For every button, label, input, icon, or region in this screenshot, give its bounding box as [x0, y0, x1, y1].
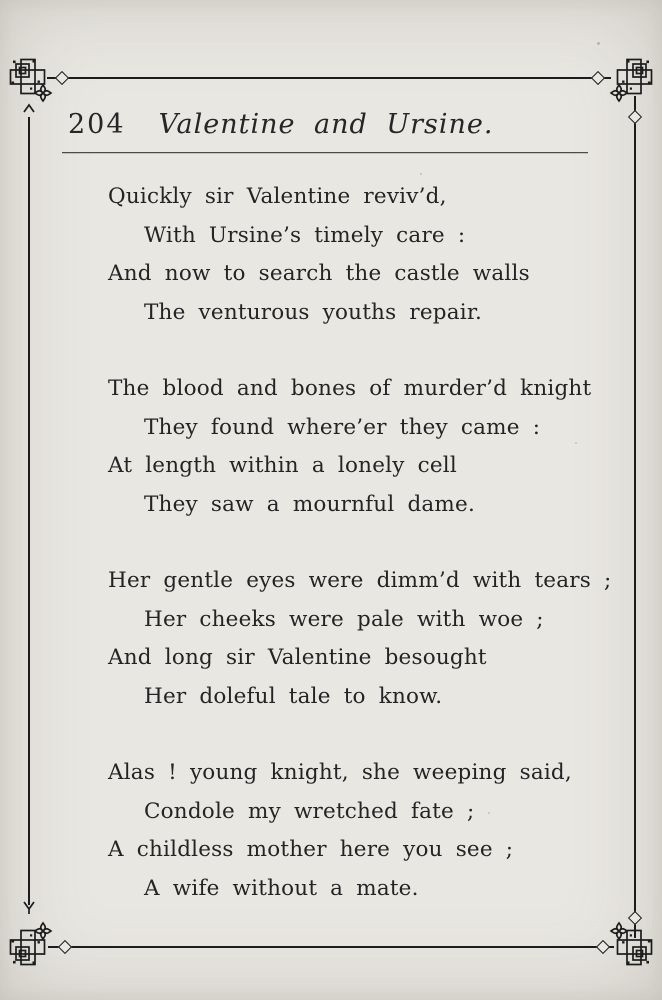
border-bottom-rule [48, 946, 614, 948]
poem-line: The blood and bones of murder’d knight [108, 376, 592, 401]
diamond-icon [55, 71, 69, 85]
page-number: 204 [68, 109, 126, 140]
poem-stanza [108, 370, 608, 524]
poem-line: Her gentle eyes were dimm’d with tears ; [108, 568, 612, 593]
header-rule [62, 152, 588, 153]
paper-speck [420, 173, 422, 175]
diamond-icon [628, 110, 642, 124]
poem-line: And now to search the castle walls [108, 261, 530, 286]
poem-stanza [108, 562, 612, 716]
diamond-icon [591, 71, 605, 85]
paper-speck [575, 442, 577, 444]
poem-line: At length within a lonely cell [108, 453, 457, 478]
poem-line: Her doleful tale to know. [144, 683, 443, 709]
poem-line: Condole my wretched fate ; [144, 798, 475, 824]
running-title: Valentine and Ursine. [158, 109, 494, 140]
corner-ornament-icon [9, 920, 55, 966]
poem-line: A childless mother here you see ; [108, 837, 514, 862]
poem-line: Alas ! young knight, she weeping said, [108, 760, 572, 785]
border-top-rule [47, 77, 611, 79]
poem-line: They found where’er they came : [144, 414, 541, 440]
paper-speck [488, 812, 490, 814]
poem-stanza [108, 754, 608, 908]
chevron-up-icon [23, 103, 35, 114]
poem-line: And long sir Valentine besought [108, 645, 487, 670]
paper-speck [597, 42, 600, 45]
border-right-rule [634, 96, 636, 938]
diamond-icon [58, 940, 72, 954]
poem-line: Quickly sir Valentine reviv’d, [108, 184, 447, 209]
page-header [62, 100, 590, 142]
poem-body [108, 178, 612, 946]
poem-line: Her cheeks were pale with woe ; [144, 606, 544, 632]
corner-ornament-icon [9, 58, 55, 104]
poem-line: With Ursine’s timely care : [144, 222, 466, 248]
poem-line: The venturous youths repair. [144, 299, 482, 325]
poem-line: A wife without a mate. [144, 875, 419, 901]
border-left-rule [28, 117, 30, 905]
corner-ornament-icon [607, 920, 653, 966]
poem-line: They saw a mournful dame. [144, 491, 475, 517]
fork-finial-icon [23, 900, 35, 915]
corner-ornament-icon [607, 58, 653, 104]
poem-stanza [108, 178, 608, 332]
